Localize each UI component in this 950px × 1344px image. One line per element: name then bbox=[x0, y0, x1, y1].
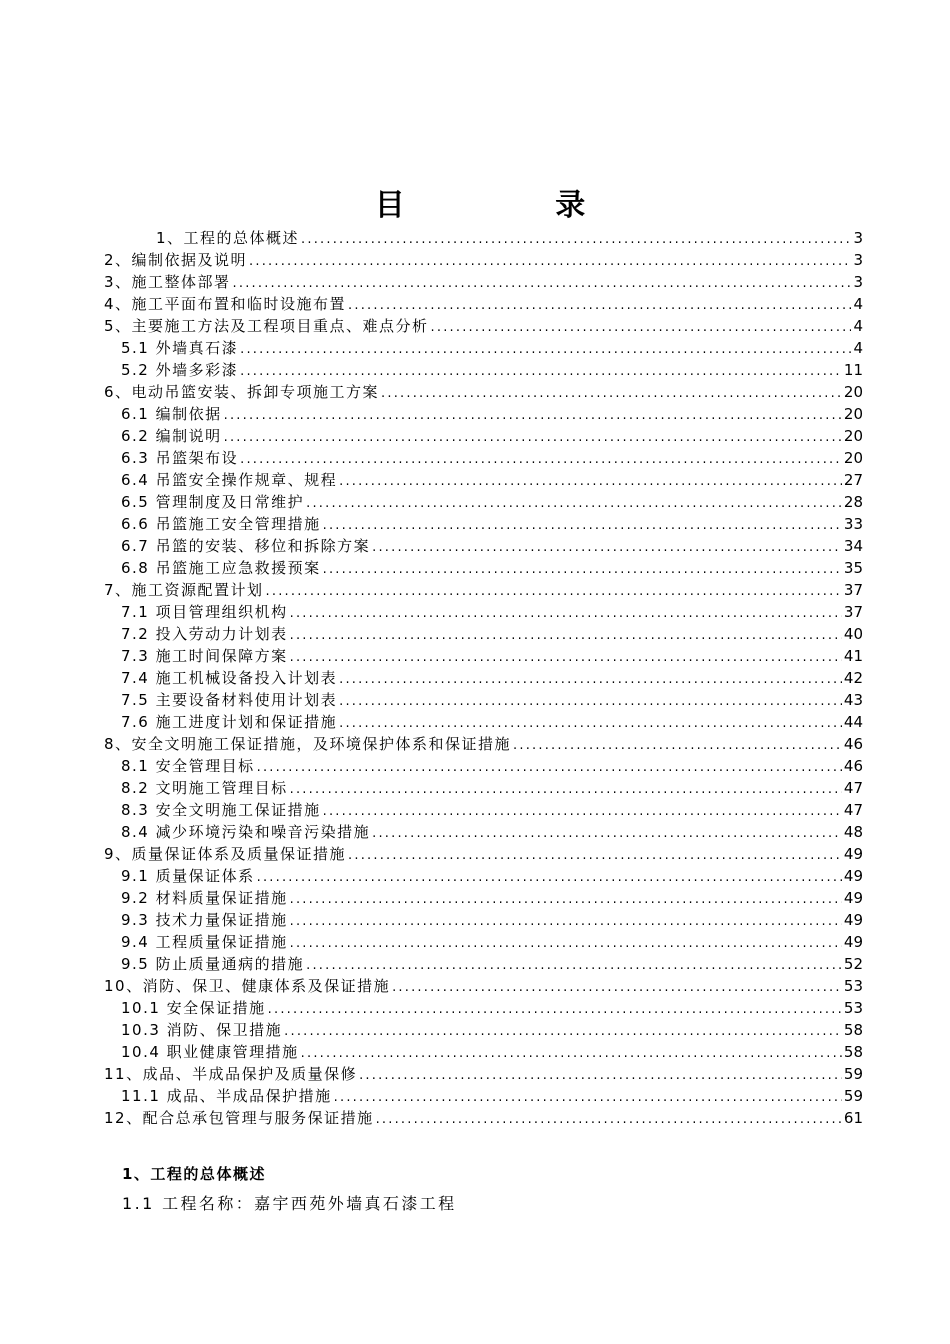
toc-leader-dots bbox=[266, 581, 842, 603]
toc-entry[interactable] bbox=[104, 381, 863, 403]
toc-entry-page: 49 bbox=[843, 933, 863, 951]
toc-leader-dots bbox=[290, 911, 842, 933]
toc-entry-label: 6.3 吊篮架布设 bbox=[121, 449, 239, 467]
toc-leader-dots bbox=[257, 757, 842, 779]
toc-entry[interactable] bbox=[104, 271, 863, 293]
toc-entry[interactable] bbox=[104, 733, 863, 755]
toc-entry-page: 4 bbox=[853, 339, 863, 357]
toc-entry-page: 49 bbox=[843, 867, 863, 885]
toc-entry-label: 6.4 吊篮安全操作规章、规程 bbox=[121, 471, 338, 489]
toc-leader-dots bbox=[240, 339, 851, 361]
toc-entry[interactable] bbox=[104, 953, 863, 975]
toc-entry-page: 20 bbox=[843, 427, 863, 445]
toc-entry[interactable] bbox=[104, 1107, 863, 1129]
toc-leader-dots bbox=[431, 317, 851, 339]
toc-entry[interactable] bbox=[104, 887, 863, 909]
toc-leader-dots bbox=[339, 471, 842, 493]
toc-entry-label: 9.4 工程质量保证措施 bbox=[121, 933, 288, 951]
toc-entry-page: 3 bbox=[853, 251, 863, 269]
toc-entry-page: 43 bbox=[843, 691, 863, 709]
toc-entry[interactable] bbox=[104, 997, 863, 1019]
toc-entry-page: 20 bbox=[843, 405, 863, 423]
toc-leader-dots bbox=[284, 1021, 842, 1043]
toc-entry-page: 40 bbox=[843, 625, 863, 643]
toc-entry-label: 6.1 编制依据 bbox=[121, 405, 222, 423]
toc-entry-page: 37 bbox=[843, 581, 863, 599]
toc-entry-label: 9.1 质量保证体系 bbox=[121, 867, 255, 885]
toc-entry-page: 4 bbox=[853, 317, 863, 335]
toc-entry[interactable] bbox=[104, 249, 863, 271]
toc-entry-label: 7.3 施工时间保障方案 bbox=[121, 647, 288, 665]
toc-entry[interactable] bbox=[104, 579, 863, 601]
toc-entry-page: 58 bbox=[843, 1021, 863, 1039]
toc-entry-page: 53 bbox=[843, 999, 863, 1017]
toc-entry-label: 11、成品、半成品保护及质量保修 bbox=[104, 1065, 358, 1083]
toc-entry-label: 9、质量保证体系及质量保证措施 bbox=[104, 845, 347, 863]
toc-leader-dots bbox=[339, 691, 842, 713]
toc-leader-dots bbox=[224, 427, 842, 449]
toc-leader-dots bbox=[334, 1087, 842, 1109]
toc-entry-page: 3 bbox=[853, 229, 863, 247]
toc-leader-dots bbox=[323, 515, 842, 537]
toc-entry-page: 20 bbox=[843, 449, 863, 467]
toc-entry[interactable] bbox=[104, 865, 863, 887]
toc-entry-label: 9.2 材料质量保证措施 bbox=[121, 889, 288, 907]
toc-leader-dots bbox=[257, 867, 842, 889]
toc-entry-page: 46 bbox=[843, 757, 863, 775]
toc-entry-label: 7.5 主要设备材料使用计划表 bbox=[121, 691, 338, 709]
toc-leader-dots bbox=[339, 669, 842, 691]
toc-entry[interactable] bbox=[104, 843, 863, 865]
toc-entry[interactable] bbox=[104, 755, 863, 777]
toc-entry[interactable] bbox=[104, 491, 863, 513]
table-of-contents bbox=[104, 227, 863, 1129]
toc-title: 目 录 bbox=[374, 188, 656, 223]
toc-leader-dots bbox=[268, 999, 842, 1021]
toc-entry[interactable] bbox=[104, 623, 863, 645]
toc-entry-label: 8.1 安全管理目标 bbox=[121, 757, 255, 775]
toc-leader-dots bbox=[240, 449, 842, 471]
toc-entry-page: 28 bbox=[843, 493, 863, 511]
toc-entry[interactable] bbox=[104, 513, 863, 535]
toc-entry-label: 5、主要施工方法及工程项目重点、难点分析 bbox=[104, 317, 429, 335]
toc-entry[interactable] bbox=[104, 447, 863, 469]
toc-entry-label: 4、施工平面布置和临时设施布置 bbox=[104, 295, 347, 313]
toc-leader-dots bbox=[290, 603, 842, 625]
toc-entry-label: 6.6 吊篮施工安全管理措施 bbox=[121, 515, 321, 533]
toc-entry-label: 8.4 减少环境污染和噪音污染措施 bbox=[121, 823, 371, 841]
toc-leader-dots bbox=[290, 933, 842, 955]
toc-entry-label: 8.2 文明施工管理目标 bbox=[121, 779, 288, 797]
toc-leader-dots bbox=[381, 383, 842, 405]
toc-entry[interactable] bbox=[104, 557, 863, 579]
toc-entry[interactable] bbox=[104, 689, 863, 711]
toc-leader-dots bbox=[323, 559, 842, 581]
toc-entry-label: 5.1 外墙真石漆 bbox=[121, 339, 239, 357]
toc-leader-dots bbox=[348, 295, 851, 317]
toc-entry-page: 37 bbox=[843, 603, 863, 621]
toc-entry-page: 47 bbox=[843, 801, 863, 819]
toc-entry-label: 7.1 项目管理组织机构 bbox=[121, 603, 288, 621]
toc-entry[interactable] bbox=[104, 645, 863, 667]
toc-entry-page: 20 bbox=[843, 383, 863, 401]
toc-entry-page: 47 bbox=[843, 779, 863, 797]
toc-leader-dots bbox=[290, 625, 842, 647]
toc-entry-label: 7.2 投入劳动力计划表 bbox=[121, 625, 288, 643]
toc-entry-label: 10.3 消防、保卫措施 bbox=[121, 1021, 283, 1039]
toc-entry-label: 6、电动吊篮安装、拆卸专项施工方案 bbox=[104, 383, 380, 401]
toc-entry-label: 2、编制依据及说明 bbox=[104, 251, 248, 269]
toc-entry-label: 9.3 技术力量保证措施 bbox=[121, 911, 288, 929]
toc-leader-dots bbox=[339, 713, 842, 735]
toc-entry-label: 3、施工整体部署 bbox=[104, 273, 231, 291]
toc-entry-label: 5.2 外墙多彩漆 bbox=[121, 361, 239, 379]
toc-entry[interactable] bbox=[104, 1019, 863, 1041]
toc-entry-label: 10、消防、保卫、健康体系及保证措施 bbox=[104, 977, 391, 995]
toc-leader-dots bbox=[306, 955, 842, 977]
toc-entry[interactable] bbox=[104, 227, 863, 249]
toc-entry-page: 41 bbox=[843, 647, 863, 665]
toc-entry-label: 6.5 管理制度及日常维护 bbox=[121, 493, 305, 511]
toc-entry-label: 7.6 施工进度计划和保证措施 bbox=[121, 713, 338, 731]
toc-entry-label: 1、工程的总体概述 bbox=[156, 229, 300, 247]
toc-entry-page: 11 bbox=[843, 361, 863, 379]
toc-entry-page: 61 bbox=[843, 1109, 863, 1127]
toc-entry-page: 4 bbox=[853, 295, 863, 313]
toc-leader-dots bbox=[348, 845, 842, 867]
toc-entry-label: 12、配合总承包管理与服务保证措施 bbox=[104, 1109, 374, 1127]
toc-leader-dots bbox=[306, 493, 842, 515]
toc-leader-dots bbox=[372, 823, 842, 845]
toc-leader-dots bbox=[249, 251, 851, 273]
toc-entry-page: 3 bbox=[853, 273, 863, 291]
toc-entry-label: 9.5 防止质量通病的措施 bbox=[121, 955, 305, 973]
toc-leader-dots bbox=[240, 361, 842, 383]
toc-entry-page: 27 bbox=[843, 471, 863, 489]
toc-entry-label: 8.3 安全文明施工保证措施 bbox=[121, 801, 321, 819]
section-heading: 1、工程的总体概述 bbox=[122, 1165, 266, 1183]
toc-entry[interactable] bbox=[104, 711, 863, 733]
toc-entry-page: 49 bbox=[843, 889, 863, 907]
toc-entry[interactable] bbox=[104, 821, 863, 843]
toc-leader-dots bbox=[290, 647, 842, 669]
toc-entry-label: 7、施工资源配置计划 bbox=[104, 581, 264, 599]
toc-entry-page: 35 bbox=[843, 559, 863, 577]
toc-entry[interactable] bbox=[104, 293, 863, 315]
toc-entry-page: 44 bbox=[843, 713, 863, 731]
toc-leader-dots bbox=[372, 537, 842, 559]
toc-entry[interactable] bbox=[104, 1063, 863, 1085]
toc-entry[interactable] bbox=[104, 1085, 863, 1107]
toc-leader-dots bbox=[359, 1065, 842, 1087]
toc-entry[interactable] bbox=[104, 909, 863, 931]
toc-entry[interactable] bbox=[104, 425, 863, 447]
toc-entry[interactable] bbox=[104, 931, 863, 953]
toc-entry[interactable] bbox=[104, 667, 863, 689]
toc-entry-page: 46 bbox=[843, 735, 863, 753]
toc-entry-page: 49 bbox=[843, 845, 863, 863]
project-name-line: 1.1 工程名称：嘉宇西苑外墙真石漆工程 bbox=[122, 1194, 457, 1213]
toc-entry-label: 10.4 职业健康管理措施 bbox=[121, 1043, 299, 1061]
toc-leader-dots bbox=[224, 405, 842, 427]
toc-entry-page: 58 bbox=[843, 1043, 863, 1061]
toc-entry[interactable] bbox=[104, 975, 863, 997]
toc-leader-dots bbox=[233, 273, 851, 295]
toc-entry-page: 59 bbox=[843, 1065, 863, 1083]
toc-entry-label: 6.8 吊篮施工应急救援预案 bbox=[121, 559, 321, 577]
toc-entry-page: 42 bbox=[843, 669, 863, 687]
toc-leader-dots bbox=[513, 735, 842, 757]
toc-entry-page: 48 bbox=[843, 823, 863, 841]
toc-entry-page: 59 bbox=[843, 1087, 863, 1105]
toc-leader-dots bbox=[290, 779, 842, 801]
toc-entry[interactable] bbox=[104, 403, 863, 425]
toc-entry-page: 52 bbox=[843, 955, 863, 973]
toc-entry[interactable] bbox=[104, 1041, 863, 1063]
toc-entry[interactable] bbox=[104, 535, 863, 557]
toc-entry[interactable] bbox=[104, 799, 863, 821]
toc-entry-label: 8、安全文明施工保证措施，及环境保护体系和保证措施 bbox=[104, 735, 512, 753]
toc-entry[interactable] bbox=[104, 601, 863, 623]
toc-entry-label: 6.7 吊篮的安装、移位和拆除方案 bbox=[121, 537, 371, 555]
toc-entry-label: 6.2 编制说明 bbox=[121, 427, 222, 445]
toc-entry-label: 11.1 成品、半成品保护措施 bbox=[121, 1087, 332, 1105]
toc-leader-dots bbox=[301, 229, 851, 251]
toc-leader-dots bbox=[392, 977, 842, 999]
toc-entry-page: 53 bbox=[843, 977, 863, 995]
toc-leader-dots bbox=[323, 801, 842, 823]
toc-entry[interactable] bbox=[104, 777, 863, 799]
toc-leader-dots bbox=[376, 1109, 842, 1131]
toc-entry-page: 49 bbox=[843, 911, 863, 929]
toc-entry-label: 10.1 安全保证措施 bbox=[121, 999, 266, 1017]
toc-leader-dots bbox=[290, 889, 842, 911]
toc-entry-page: 33 bbox=[843, 515, 863, 533]
toc-entry[interactable] bbox=[104, 469, 863, 491]
toc-entry[interactable] bbox=[104, 337, 863, 359]
toc-leader-dots bbox=[301, 1043, 842, 1065]
toc-entry-label: 7.4 施工机械设备投入计划表 bbox=[121, 669, 338, 687]
toc-entry-page: 34 bbox=[843, 537, 863, 555]
toc-entry[interactable] bbox=[104, 315, 863, 337]
toc-entry[interactable] bbox=[104, 359, 863, 381]
